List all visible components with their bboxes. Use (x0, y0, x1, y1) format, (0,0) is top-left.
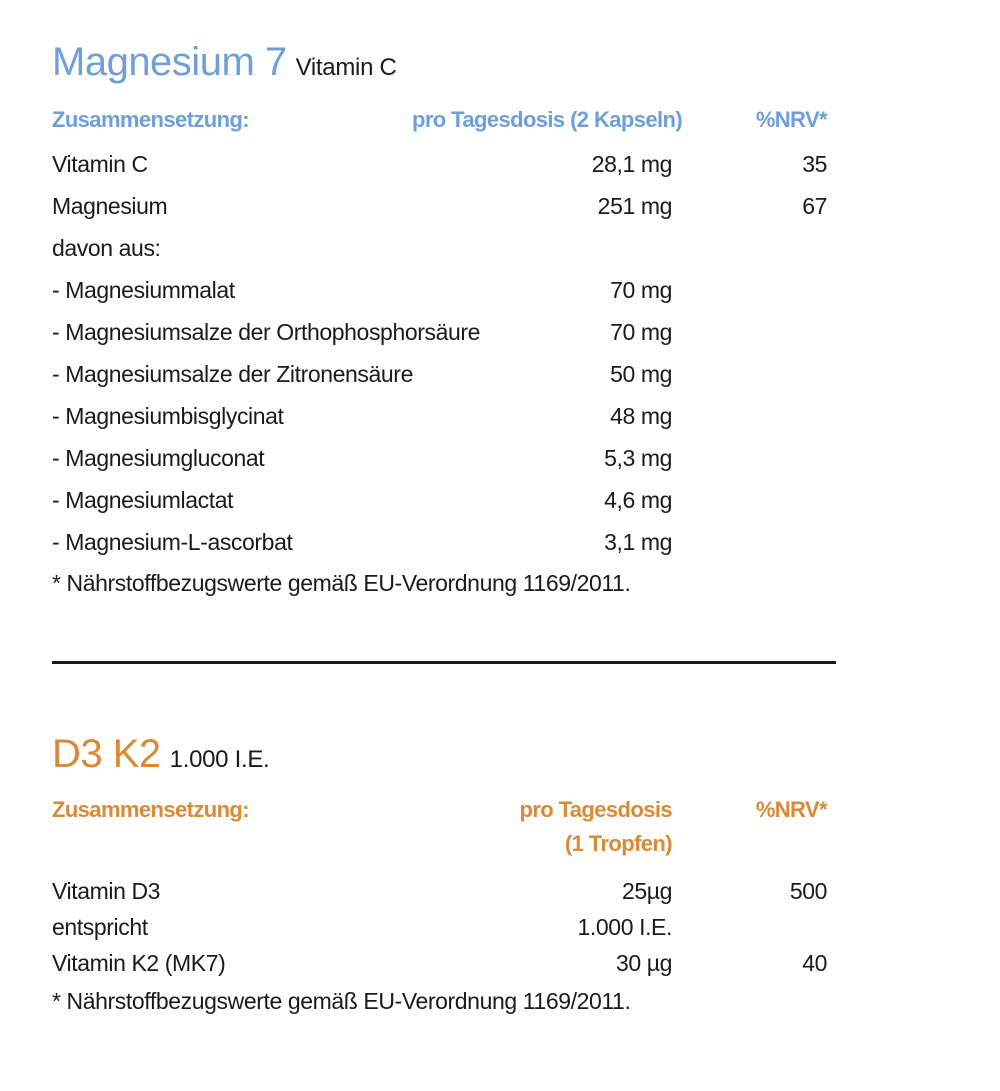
row-amount: 25µg (621, 878, 672, 904)
row-nrv (672, 437, 827, 479)
row-nrv: 67 (802, 193, 827, 219)
header-nrv: %NRV* (755, 797, 827, 822)
d3k2-subtitle: 1.000 I.E. (169, 746, 270, 773)
row-nrv: 500 (789, 878, 827, 904)
magnesium-title: Magnesium 7 (52, 40, 287, 84)
row-amount: 48 mg (610, 403, 672, 429)
section-divider (52, 661, 836, 664)
row-name: - Magnesiummalat (52, 277, 235, 303)
d3k2-footnote: * Nährstoffbezugswerte gemäß EU-Verordnung 1169/2011. (52, 988, 631, 1014)
row-name: Vitamin C (52, 151, 148, 177)
header-dose-line2: (1 Tropfen) (564, 831, 672, 856)
row-name: - Magnesiumgluconat (52, 445, 265, 471)
row-amount (412, 227, 672, 269)
magnesium-composition-table (52, 103, 836, 563)
magnesium-footnote: * Nährstoffbezugswerte gemäß EU-Verordnung 1169/2011. (52, 570, 631, 596)
row-name: davon aus: (52, 235, 161, 261)
header-nrv: %NRV* (755, 107, 827, 132)
row-nrv (672, 395, 827, 437)
d3k2-title: D3 K2 (52, 732, 161, 776)
row-amount: 5,3 mg (604, 445, 672, 471)
magnesium-title-row (52, 40, 836, 85)
row-amount: 70 mg (610, 319, 672, 345)
row-nrv (672, 521, 827, 563)
row-amount: 28,1 mg (591, 151, 672, 177)
d3k2-composition-table (52, 793, 836, 981)
row-name: Vitamin K2 (MK7) (52, 950, 226, 976)
row-nrv (672, 909, 827, 945)
row-amount: 4,6 mg (604, 487, 672, 513)
row-name: Vitamin D3 (52, 878, 161, 904)
row-name: Magnesium (52, 193, 168, 219)
header-dose (412, 793, 672, 873)
row-name: - Magnesium-L-ascorbat (52, 529, 293, 555)
row-amount: 30 µg (615, 950, 672, 976)
row-amount: 251 mg (597, 193, 672, 219)
row-nrv: 35 (802, 151, 827, 177)
row-amount: 1.000 I.E. (577, 914, 672, 940)
row-amount: 3,1 mg (604, 529, 672, 555)
header-composition: Zusammensetzung: (52, 797, 249, 822)
row-name: - Magnesiumsalze der Orthophosphorsäure (52, 319, 481, 345)
header-dose-line1: pro Tagesdosis (519, 797, 672, 822)
header-dose: pro Tagesdosis (2 Kapseln) (412, 107, 683, 132)
row-nrv: 40 (802, 950, 827, 976)
row-amount: 70 mg (610, 277, 672, 303)
row-name: - Magnesiumsalze der Zitronensäure (52, 361, 413, 387)
d3k2-section (52, 732, 836, 1021)
row-name: - Magnesiumlactat (52, 487, 234, 513)
row-nrv (672, 227, 827, 269)
magnesium-section (52, 40, 836, 603)
row-nrv (672, 311, 827, 353)
row-nrv (672, 479, 827, 521)
magnesium-subtitle: Vitamin C (295, 54, 397, 81)
header-composition: Zusammensetzung: (52, 107, 249, 132)
row-nrv (672, 353, 827, 395)
d3k2-title-row (52, 732, 836, 777)
row-nrv (672, 269, 827, 311)
row-name: entspricht (52, 914, 148, 940)
row-name: - Magnesiumbisglycinat (52, 403, 284, 429)
row-amount: 50 mg (610, 361, 672, 387)
